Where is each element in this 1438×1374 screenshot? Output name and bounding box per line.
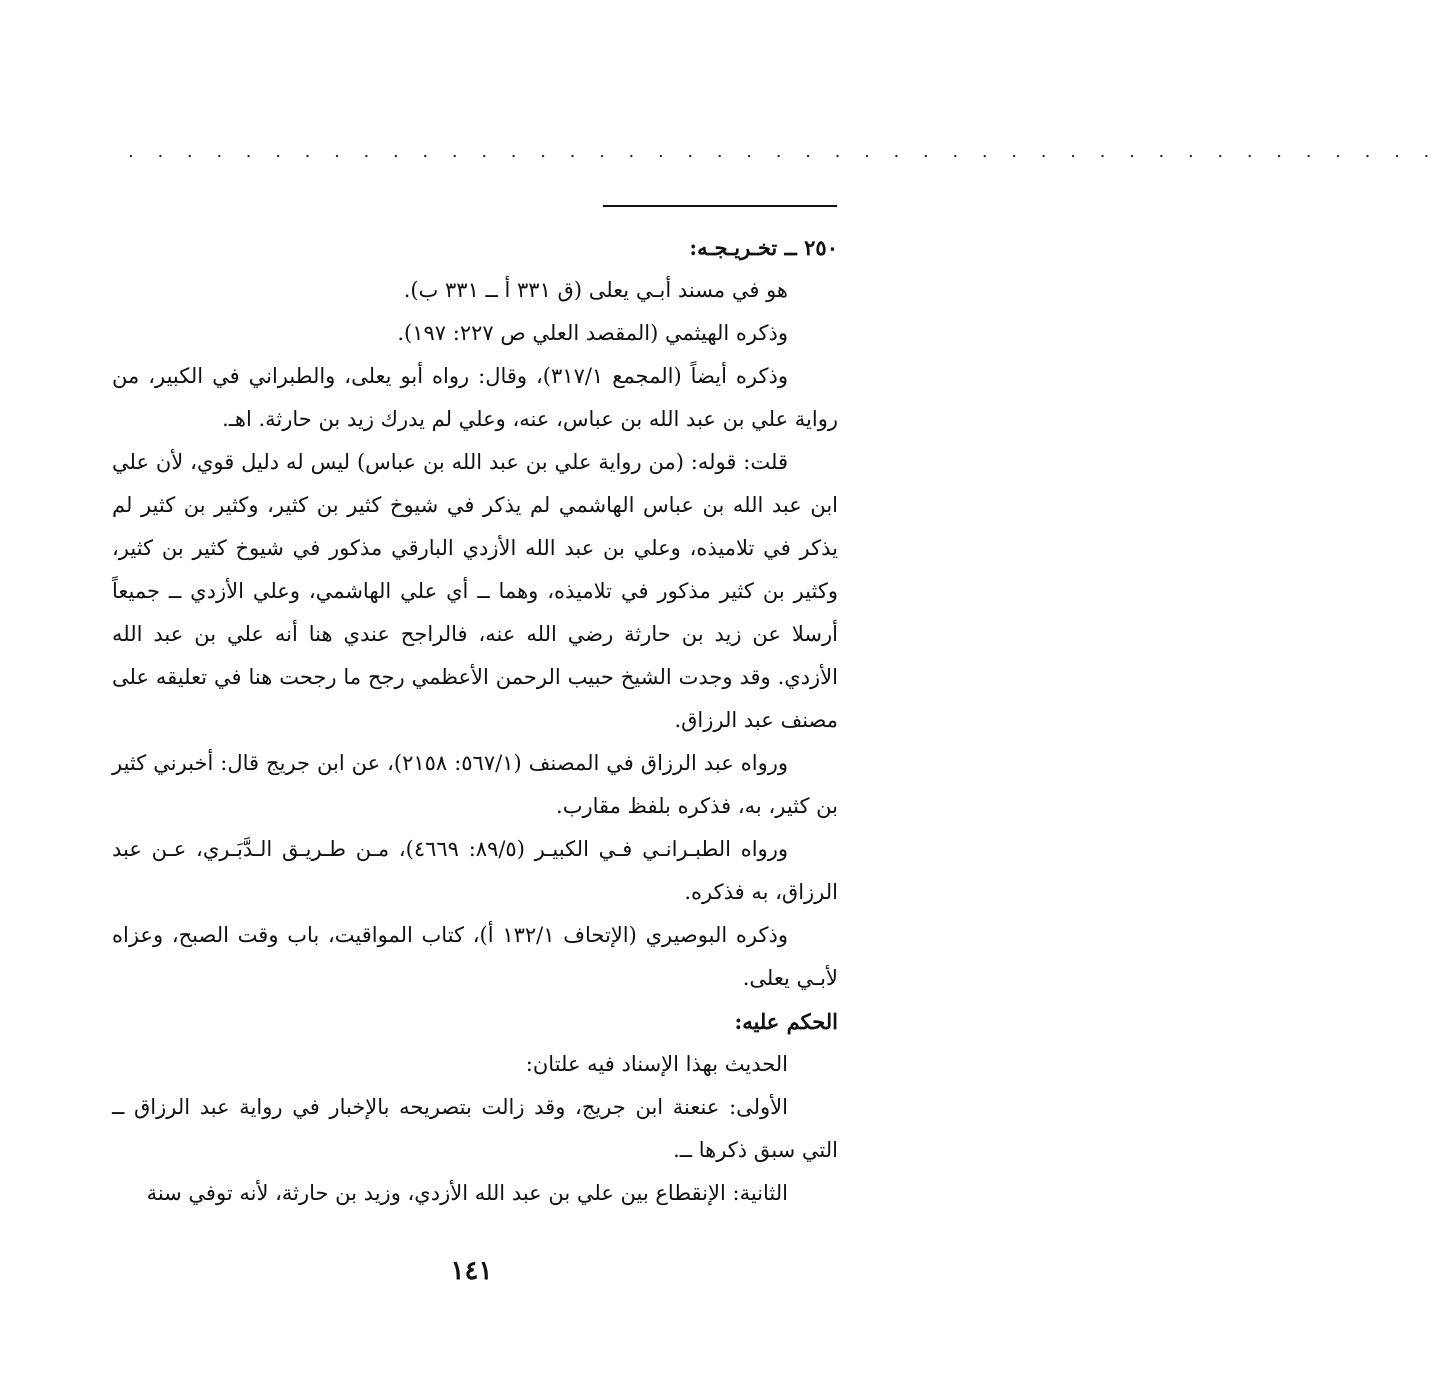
paragraph-author-comment: قلت: قوله: (من رواية علي بن عبد الله بن عباس) ليس له دليل قوي، لأن علي ابن عبد الله بن عباس الهاشمي لم يذكر في شيوخ كثير بن كثير، وكثير بن كثير لم يذكر في تلاميذه، وعلي بن عبد الله الأزدي البارقي مذكور في شيوخ كثير بن كثير، وكثير بن كثير مذكور في تلاميذه، وهما ــ أي علي الهاشمي، وعلي الأزدي ــ جميعاً أرسلا عن زيد بن حارثة رضي الله عنه، فالراجح عندي هنا أنه علي بن عبد الله الأزدي. وقد وجدت الشيخ حبيب الرحمن الأعظمي رجح ما رجحت هنا في تعليقه على مصنف عبد الرزاق. [112,450,838,732]
page-number: ١٤١ [450,1256,493,1286]
dotted-separator: . . . . . . . . . . . . . . . . . . . . . . . . . . . . . . . . . . . . . . . . . . . . . [128,141,1438,162]
paragraph-musnad-abi-yala: هو في مسند أبـي يعلى (ق ٣٣١ أ ــ ٣٣١ ب). [403,278,788,302]
footnote-text [112,226,838,1215]
ruling-heading: الحكم عليه: [734,1009,838,1034]
paragraph-two-defects: الحديث بهذا الإسناد فيه علتان: [525,1052,788,1076]
footnote-rule [603,205,837,207]
hadith-number: ٢٥٠ [804,235,838,260]
paragraph-tabarani: ورواه الطبـرانـي فـي الكبيـر (٨٩/٥: ٤٦٦٩)، مـن طـريـق الـدَّبَـري، عـن عبد الرزاق، به فذكره. [112,837,838,904]
paragraph-second-defect: الثانية: الإنقطاع بين علي بن عبد الله الأزدي، وزيد بن حارثة، لأنه توفي سنة [146,1181,788,1205]
paragraph-busiri: وذكره البوصيري (الإتحاف ١٣٢/١ أ)، كتاب المواقيت، باب وقت الصبح، وعزاه لأبـي يعلى. [112,923,838,990]
paragraph-haythami-maqsad: وذكره الهيثمي (المقصد العلي ص ٢٢٧: ١٩٧). [397,321,788,345]
paragraph-first-defect: الأولى: عنعنة ابن جريج، وقد زالت بتصريحه بالإخبار في رواية عبد الرزاق ــ التي سبق ذكرها ــ. [112,1095,838,1162]
paragraph-abd-al-razzaq: ورواه عبد الرزاق في المصنف (٥٦٧/١: ٢١٥٨)، عن ابن جريج قال: أخبرني كثير بن كثير، به، فذكره بلفظ مقارب. [112,751,838,818]
paragraph-haythami-majma: وذكره أيضاً (المجمع ٣١٧/١)، وقال: رواه أبو يعلى، والطبراني في الكبير، من رواية علي بن عبد الله بن عباس، عنه، وعلي لم يدرك زيد بن حارثة. اهـ. [112,364,838,431]
hadith-heading [112,226,838,269]
hadith-heading-label: ــ تخـريـجـه: [689,235,797,260]
